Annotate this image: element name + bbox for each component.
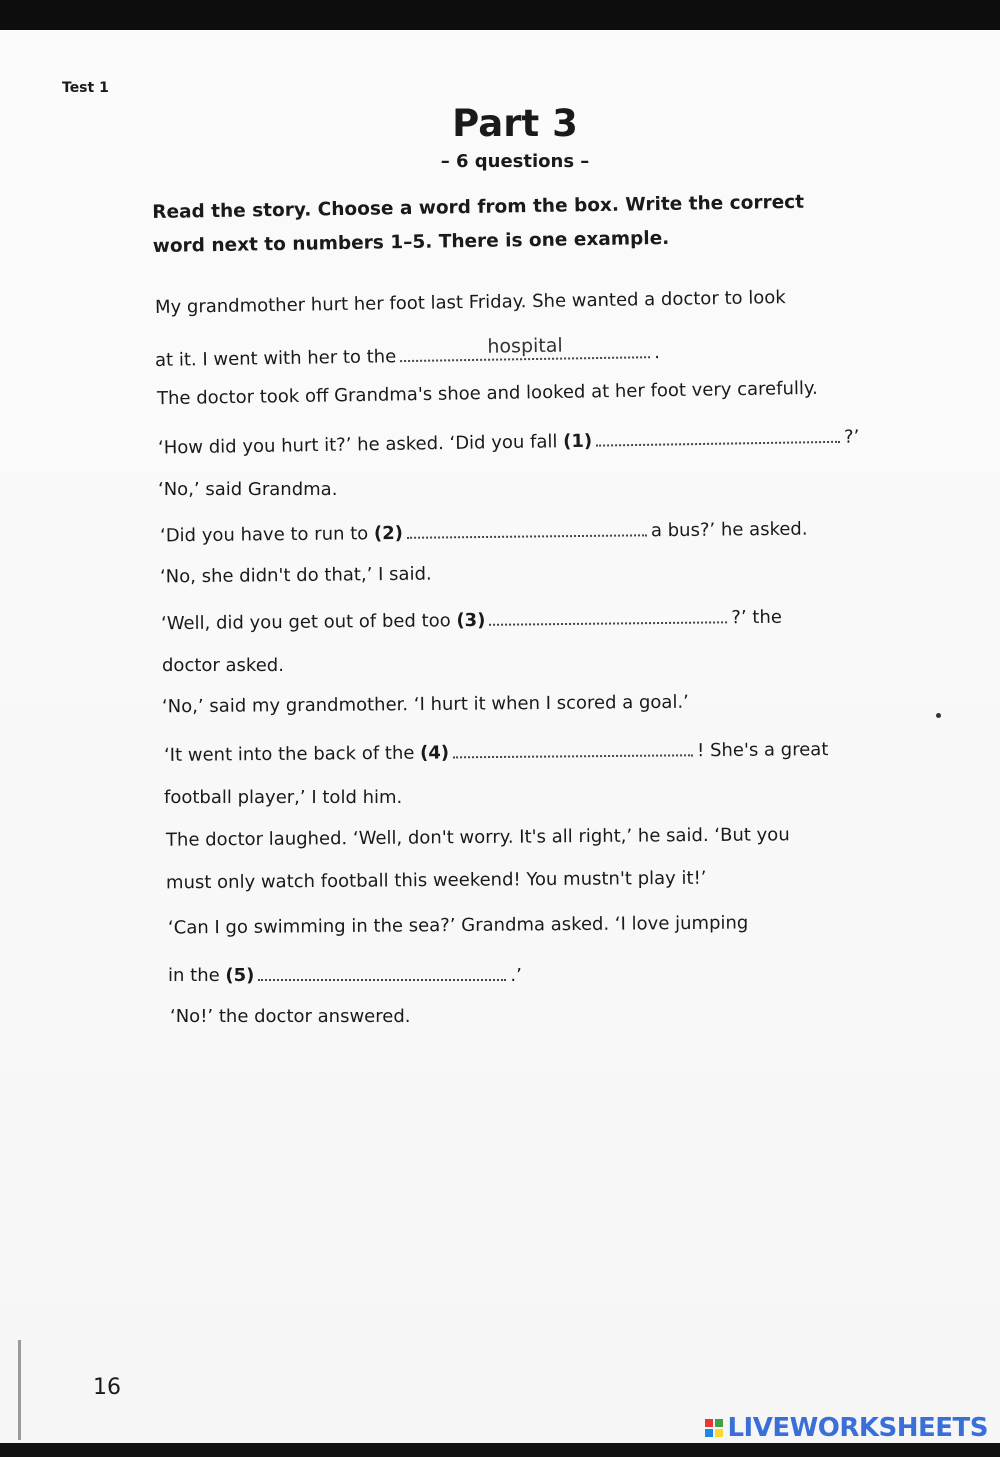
- story-line: ‘No,’ said my grandmother. ‘I hurt it when I scored a goal.’: [161, 691, 689, 718]
- story-text-segment: ‘Did you have to run to: [159, 523, 369, 547]
- top-border: [0, 0, 1000, 30]
- question-number: (4): [420, 742, 450, 764]
- story-text-segment: ! She's a great: [697, 739, 829, 762]
- story-line: doctor asked.: [162, 655, 284, 676]
- stray-dot: [936, 713, 941, 718]
- logo-square: [715, 1429, 723, 1437]
- question-number: (2): [373, 522, 404, 545]
- story-line: ‘No, she didn't do that,’ I said.: [159, 563, 432, 588]
- example-answer-field: [400, 334, 650, 362]
- logo-square: [705, 1419, 713, 1427]
- logo-square: [705, 1429, 713, 1437]
- page-number: 16: [93, 1375, 121, 1400]
- story-text-segment: a bus?’ he asked.: [650, 518, 808, 542]
- liveworksheets-watermark: [705, 1415, 988, 1441]
- story-text-segment: ?’ the: [731, 606, 783, 629]
- liveworksheets-logo-icon: [705, 1419, 723, 1437]
- bottom-border: [0, 1443, 1000, 1457]
- story-text-segment: ‘How did you hurt it?’ he asked. ‘Did you fall: [157, 431, 558, 459]
- question-number: (1): [562, 430, 593, 453]
- question-number: (5): [225, 965, 255, 986]
- answer-field-2[interactable]: [407, 516, 647, 539]
- story-text-segment: ‘It went into the back of the: [163, 742, 415, 766]
- answer-field-4[interactable]: [453, 736, 693, 758]
- story-line: The doctor laughed. ‘Well, don't worry. It's all right,’ he said. ‘But you: [165, 824, 790, 851]
- instructions: Read the story. Choose a word from the box. Write the correct word next to numbers 1–5. There is one example.: [152, 191, 805, 257]
- story-text-segment: ?’: [843, 426, 860, 448]
- answer-field-1[interactable]: [596, 423, 840, 447]
- story-line: [168, 961, 522, 986]
- answer-field-5[interactable]: [258, 961, 506, 981]
- story-line: ‘No!’ the doctor answered.: [170, 1006, 411, 1027]
- page-subtitle: – 6 questions –: [440, 151, 590, 172]
- story-line: ‘Can I go swimming in the sea?’ Grandma asked. ‘I love jumping: [167, 912, 749, 939]
- story-text-segment: ‘Well, did you get out of bed too: [160, 610, 451, 635]
- question-number: (3): [456, 609, 486, 632]
- answer-field-3[interactable]: [489, 603, 727, 625]
- story-line: My grandmother hurt her foot last Friday. She wanted a doctor to look: [154, 287, 786, 318]
- logo-square: [715, 1419, 723, 1427]
- story-text-segment: .’: [510, 965, 522, 986]
- story-line: The doctor took off Grandma's shoe and looked at her foot very carefully.: [156, 377, 818, 410]
- story-text-segment: .: [654, 342, 661, 364]
- example-answer: hospital: [487, 334, 563, 358]
- page-edge-shadow: [18, 1340, 21, 1440]
- story-text-segment: in the: [168, 965, 220, 986]
- story-line: football player,’ I told him.: [164, 787, 403, 808]
- watermark-text: LIVEWORKSHEETS: [727, 1413, 988, 1443]
- story-line: must only watch football this weekend! You mustn't play it!’: [165, 867, 707, 894]
- story-line: ‘No,’ said Grandma.: [158, 479, 338, 500]
- page-title: Part 3: [452, 102, 578, 145]
- test-label: Test 1: [62, 80, 109, 96]
- story-text-segment: at it. I went with her to the: [154, 346, 397, 371]
